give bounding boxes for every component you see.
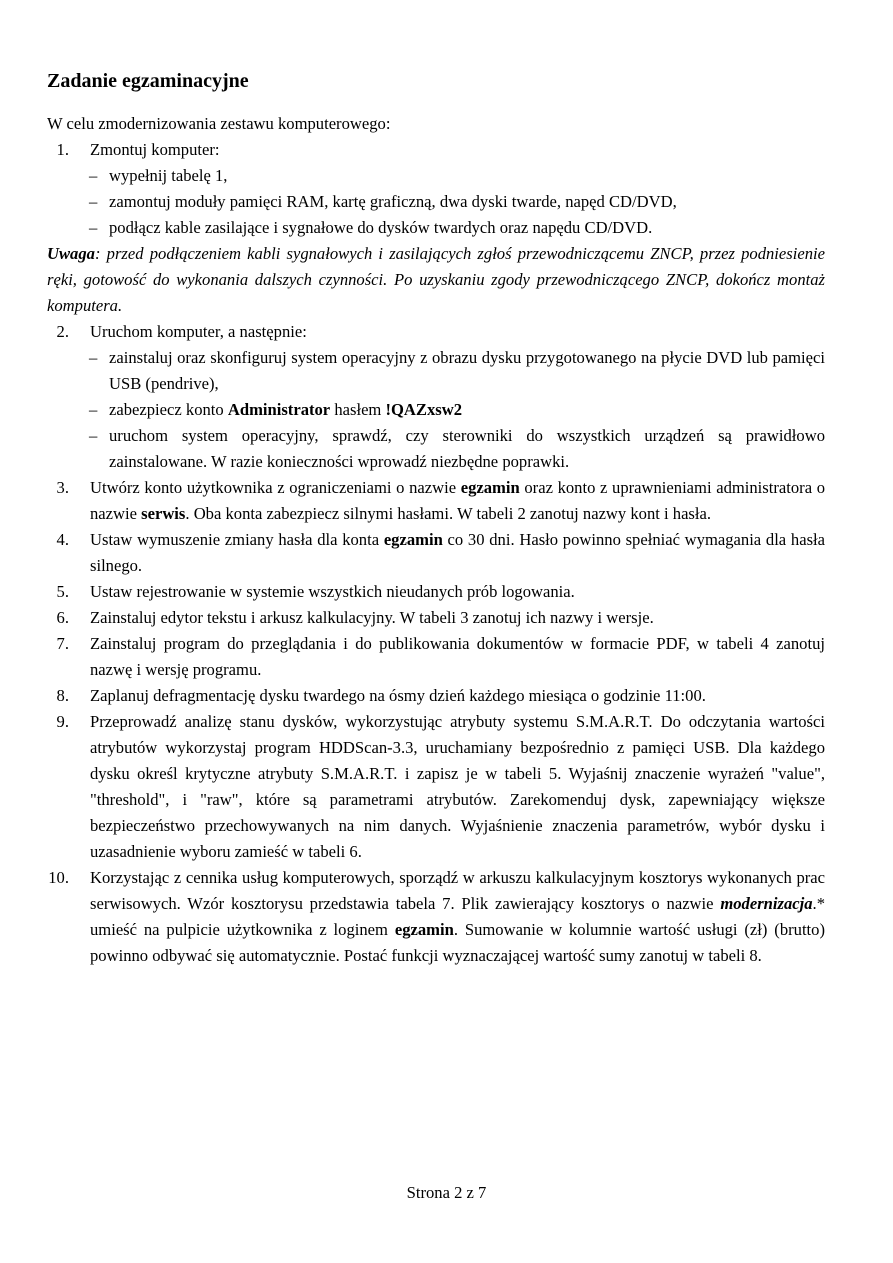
list-number: 8. <box>56 686 69 705</box>
list-number: 9. <box>56 712 69 731</box>
list-item-7: 7. Zainstaluj program do przeglądania i do publikowania dokumentów w formacie PDF, w tabeli 4 zanotuj nazwę i wersję programu. <box>47 631 825 683</box>
sub-item: – zainstaluj oraz skonfiguruj system operacyjny z obrazu dysku przygotowanego na płycie DVD lub pamięci USB (pendrive), <box>89 348 825 393</box>
list-number: 4. <box>56 530 69 549</box>
note-text: : przed podłączeniem kabli sygnałowych i zasilających zgłoś przewodniczącemu ZNCP, przez podniesienie ręki, gotowość do wykonania dalszych czynności. Po uzyskaniu zgody przewodniczącego ZNCP, dokończ montaż komputera. <box>47 244 825 315</box>
task-body <box>47 111 825 969</box>
note-label: Uwaga <box>47 244 95 263</box>
sub-item: – uruchom system operacyjny, sprawdź, czy sterowniki do wszystkich urządzeń są prawidłowo zainstalowane. W razie konieczności wprowadź niezbędne poprawki. <box>89 426 825 471</box>
sub-item: – zamontuj moduły pamięci RAM, kartę graficzną, dwa dyski twarde, napęd CD/DVD, <box>89 192 677 211</box>
page-title: Zadanie egzaminacyjne <box>47 70 249 92</box>
list-item-9: 9. Przeprowadź analizę stanu dysków, wykorzystując atrybuty systemu S.M.A.R.T. Do odczytania wartości atrybutów wykorzystaj program HDDScan-3.3, uruchamiany bezpośrednio z pamięci USB. Dla każdego dysku określ krytyczne atrybuty S.M.A.R.T. i zapisz je w tabeli 5. Wyjaśnij znaczenie wyrażeń "value", "threshold", i "raw", które są parametrami atrybutów. Zarekomenduj dysk, zapewniający większe bezpieczeństwo przechowywanych na nim danych. Wyjaśnienie znaczenia parametrów, wybór dysku i uzasadnienie wyboru zamieść w tabeli 6. <box>47 709 825 865</box>
list-item-8: 8. Zaplanuj defragmentację dysku twardego na ósmy dzień każdego miesiąca o godzinie 11:00. <box>47 683 825 709</box>
list-number: 10. <box>48 868 69 887</box>
sub-item: – podłącz kable zasilające i sygnałowe do dysków twardych oraz napędu CD/DVD. <box>89 218 653 237</box>
list-item-4: 4. Ustaw wymuszenie zmiany hasła dla konta egzamin co 30 dni. Hasło powinno spełniać wymagania dla hasła silnego. <box>47 527 825 579</box>
list-number: 1. <box>56 140 69 159</box>
list-item-3: 3. Utwórz konto użytkownika z ograniczeniami o nazwie egzamin oraz konto z uprawnieniami administratora o nazwie serwis. Oba konta zabezpiecz silnymi hasłami. W tabeli 2 zanotuj nazwy kont i hasła. <box>47 475 825 527</box>
list-item-2 <box>47 319 825 345</box>
file-name: modernizacja <box>720 894 813 913</box>
list-item-1 <box>47 137 825 163</box>
sub-item: – zabezpiecz konto Administrator hasłem !QAZxsw2 <box>89 400 463 419</box>
warning-note <box>47 241 825 319</box>
list-number: 6. <box>56 608 69 627</box>
list-item-text: Zmontuj komputer: <box>90 140 220 159</box>
page-number: Strona 2 z 7 <box>406 1183 487 1202</box>
list-number: 2. <box>56 322 69 341</box>
list-item-6: 6. Zainstaluj edytor tekstu i arkusz kalkulacyjny. W tabeli 3 zanotuj ich nazwy i wersje. <box>47 605 825 631</box>
list-item-5: 5. Ustaw rejestrowanie w systemie wszystkich nieudanych prób logowania. <box>47 579 825 605</box>
list-number: 3. <box>56 478 69 497</box>
intro-text: W celu zmodernizowania zestawu komputerowego: <box>47 114 391 133</box>
list-number: 7. <box>56 634 69 653</box>
sub-item: – wypełnij tabelę 1, <box>89 166 228 185</box>
list-item-text: Uruchom komputer, a następnie: <box>90 322 307 341</box>
list-item-10: 10. Korzystając z cennika usług komputerowych, sporządź w arkuszu kalkulacyjnym kosztorys wykonanych prac serwisowych. Wzór kosztorysu przedstawia tabela 7. Plik zawierający kosztorys o nazwie modernizacja.* umieść na pulpicie użytkownika z loginem egzamin. Sumowanie w kolumnie wartość usługi (zł) (brutto) powinno odbywać się automatycznie. Postać funkcji wyznaczającej wartość sumy zanotuj w tabeli 8. <box>47 865 825 969</box>
list-number: 5. <box>56 582 69 601</box>
